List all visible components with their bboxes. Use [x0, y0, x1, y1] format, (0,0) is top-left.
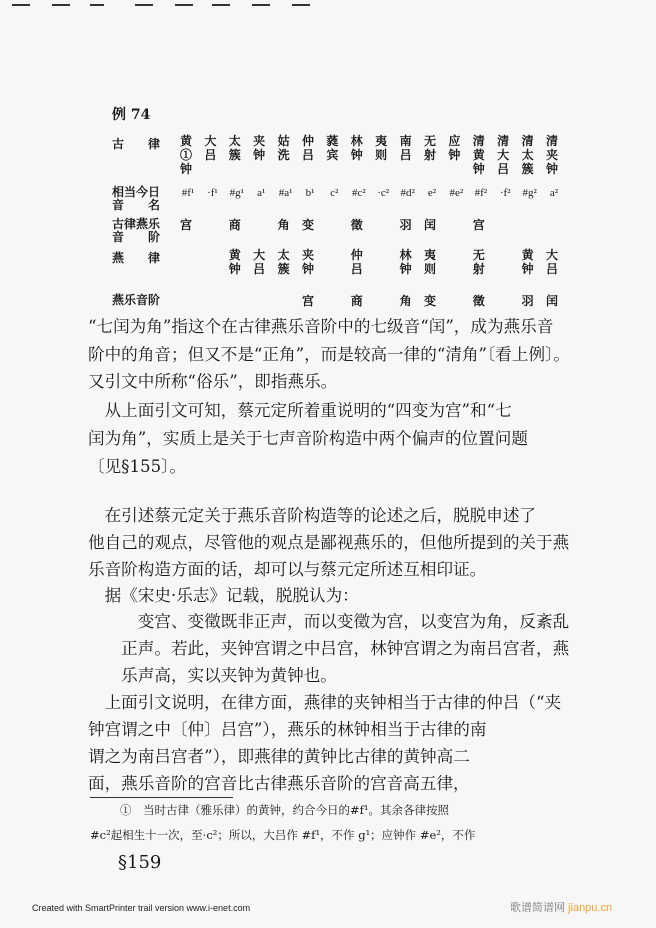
text-line: 谓之为南吕宫者”），即燕律的黄钟比古律的黄钟高二 [88, 747, 470, 766]
row-gulv-cell: 黄① 钟 [179, 134, 192, 176]
row-gulv-cell: 清 大 吕 [497, 134, 510, 176]
row-modern-names-cell: a¹ [257, 187, 266, 199]
row-gulv-yanyue-scale-label: 古律燕乐 音 阶 [112, 217, 161, 244]
credit-text: Created with SmartPrinter trail version www.i-enet.com [32, 903, 251, 913]
row-gulv-yanyue-scale-cell: 徵 [350, 218, 363, 232]
text-line: 面，燕乐音阶的宫音比古律燕乐音阶的宫音高五律， [88, 774, 470, 793]
dash [212, 4, 230, 6]
text-line: 上面引文说明，在律方面，燕律的夹钟相当于古律的仲吕（“夹 [88, 693, 562, 712]
row-yanyue-scale-cell: 徵 [472, 294, 485, 308]
row-gulv-cell: 清 太 簇 [521, 134, 534, 176]
row-modern-names-cell: c² [330, 187, 339, 199]
row-gulv-cell: 清 黄 钟 [472, 134, 485, 176]
row-gulv-yanyue-scale-cell: 宫 [179, 218, 192, 232]
row-yanyue-scale-cell: 商 [350, 294, 363, 308]
text-line: 变宫、变徵既非正声，而以变徵为宫，以变宫为角，反紊乱 [88, 612, 570, 631]
row-modern-names-cell: #f² [474, 187, 488, 199]
row-gulv-yanyue-scale-cell: 闰 [423, 218, 436, 232]
row-gulv-cell: 大 吕 [204, 134, 217, 162]
dash [12, 4, 30, 6]
row-yanyue-scale-cell: 宫 [301, 294, 314, 308]
text-line: 又引文中所称“俗乐”，即指燕乐。 [88, 372, 338, 391]
row-gulv-label: 古 律 [112, 137, 161, 151]
text-line: 在引述蔡元定关于燕乐音阶构造等的论述之后，脱脱申述了 [88, 506, 537, 525]
row-yanlv-cell: 林 钟 [399, 248, 412, 276]
text-line: “七闰为角”指这个在古律燕乐音阶中的七级音“闰”，成为燕乐音 [88, 317, 554, 336]
row-modern-names-cell: e² [427, 187, 437, 199]
row-yanlv-cell: 太 簇 [277, 248, 290, 276]
row-modern-names-cell: a² [549, 187, 559, 199]
row-modern-names-cell: #c² [351, 187, 366, 199]
text-line: 从上面引文可知，蔡元定所着重说明的“四变为宫”和“七 [88, 401, 512, 420]
row-yanlv-cell: 无 射 [472, 248, 485, 276]
row-gulv-cell: 蕤 宾 [326, 134, 339, 162]
row-yanlv-cell: 仲 吕 [350, 248, 363, 276]
dash [52, 4, 70, 6]
row-yanyue-scale-cell: 羽 [521, 294, 534, 308]
footnote-rule [90, 797, 233, 798]
row-gulv-cell: 清 夹 钟 [545, 134, 558, 176]
text-line: 阶中的角音；但又不是“正角”，而是较高一律的“清角”〔看上例〕。 [88, 345, 570, 364]
row-modern-names-cell: #g² [522, 187, 537, 199]
row-yanyue-scale-label: 燕乐音阶 [112, 293, 161, 307]
text-line: 他自己的观点，尽管他的观点是鄙视燕乐的，但他所提到的关于燕 [88, 533, 570, 552]
row-gulv-yanyue-scale-cell: 宫 [472, 218, 485, 232]
row-gulv-cell: 夷 则 [375, 134, 388, 162]
row-modern-names-label: 相当今日 音 名 [112, 185, 161, 212]
footnote-line: #c²起相生十一次，至·c²；所以，大吕作 #f¹，不作 g¹；应钟作 #e²，不作 [90, 828, 476, 842]
row-gulv-cell: 太 簇 [228, 134, 241, 162]
footnote-line: ① 当时古律（雅乐律）的黄钟，约合今日的#f¹。其余各律按照 [120, 803, 449, 817]
row-gulv-cell: 林 钟 [350, 134, 363, 162]
row-yanlv-cell: 大 吕 [545, 248, 558, 276]
watermark-cn: 歌谱简谱网 [510, 902, 565, 914]
watermark [510, 899, 612, 915]
row-gulv-cell: 无 射 [423, 134, 436, 162]
row-yanlv-label: 燕 律 [112, 251, 161, 265]
row-modern-names-cell: ·f² [499, 187, 511, 199]
text-line: 钟宫谓之中〔仲〕吕宫”），燕乐的林钟相当于古律的南 [88, 720, 487, 739]
row-gulv-yanyue-scale-cell: 商 [228, 218, 241, 232]
row-yanlv-cell: 夹 钟 [301, 248, 314, 276]
row-modern-names-cell: b¹ [305, 187, 315, 199]
row-gulv-yanyue-scale-cell: 变 [301, 218, 314, 232]
text-line: 闰为角”，实质上是关于七声音阶构造中两个偏声的位置问题 [88, 429, 528, 448]
row-modern-names-cell: #d² [400, 187, 415, 199]
row-yanlv-cell: 黄 钟 [521, 248, 534, 276]
dash [135, 4, 153, 6]
row-modern-names-cell: ·f¹ [207, 187, 218, 199]
row-gulv-cell: 南 吕 [399, 134, 412, 162]
text-line: 据《宋史·乐志》记载，脱脱认为： [88, 586, 359, 605]
row-yanlv-cell: 大 吕 [253, 248, 266, 276]
row-gulv-yanyue-scale-cell: 羽 [399, 218, 412, 232]
row-yanyue-scale-cell: 角 [399, 294, 412, 308]
row-gulv-cell: 应 钟 [448, 134, 461, 162]
row-modern-names-cell: #g¹ [229, 187, 244, 199]
row-yanlv-cell: 夷 则 [423, 248, 436, 276]
dash [292, 4, 310, 6]
dash [90, 4, 104, 6]
row-yanyue-scale-cell: 变 [423, 294, 436, 308]
row-yanlv-cell: 黄 钟 [228, 248, 241, 276]
example-label: 例 74 [112, 107, 151, 123]
row-gulv-cell: 夹 钟 [253, 134, 266, 162]
text-line: 〔见§155〕。 [88, 457, 187, 476]
row-gulv-cell: 仲 吕 [301, 134, 314, 162]
row-modern-names-cell: #a¹ [278, 187, 293, 199]
row-yanyue-scale-cell: 闰 [545, 294, 558, 308]
row-modern-names-cell: #e² [449, 187, 464, 199]
row-modern-names-cell: ·c² [377, 187, 390, 199]
row-gulv-yanyue-scale-cell: 角 [277, 218, 290, 232]
text-line: 正声。若此，夹钟宫谓之中吕宫，林钟宫谓之为南吕宫者，燕 [88, 639, 570, 658]
text-line: 乐声高，实以夹钟为黄钟也。 [88, 666, 337, 685]
text-line: 乐音阶构造方面的话，却可以与蔡元定所述互相印证。 [88, 560, 487, 579]
dash [252, 4, 270, 6]
row-modern-names-cell: #f¹ [181, 187, 195, 199]
watermark-en: jianpu.cn [568, 902, 613, 914]
row-gulv-cell: 姑 洗 [277, 134, 290, 162]
page-number: §159 [118, 852, 162, 873]
dash [175, 4, 193, 6]
